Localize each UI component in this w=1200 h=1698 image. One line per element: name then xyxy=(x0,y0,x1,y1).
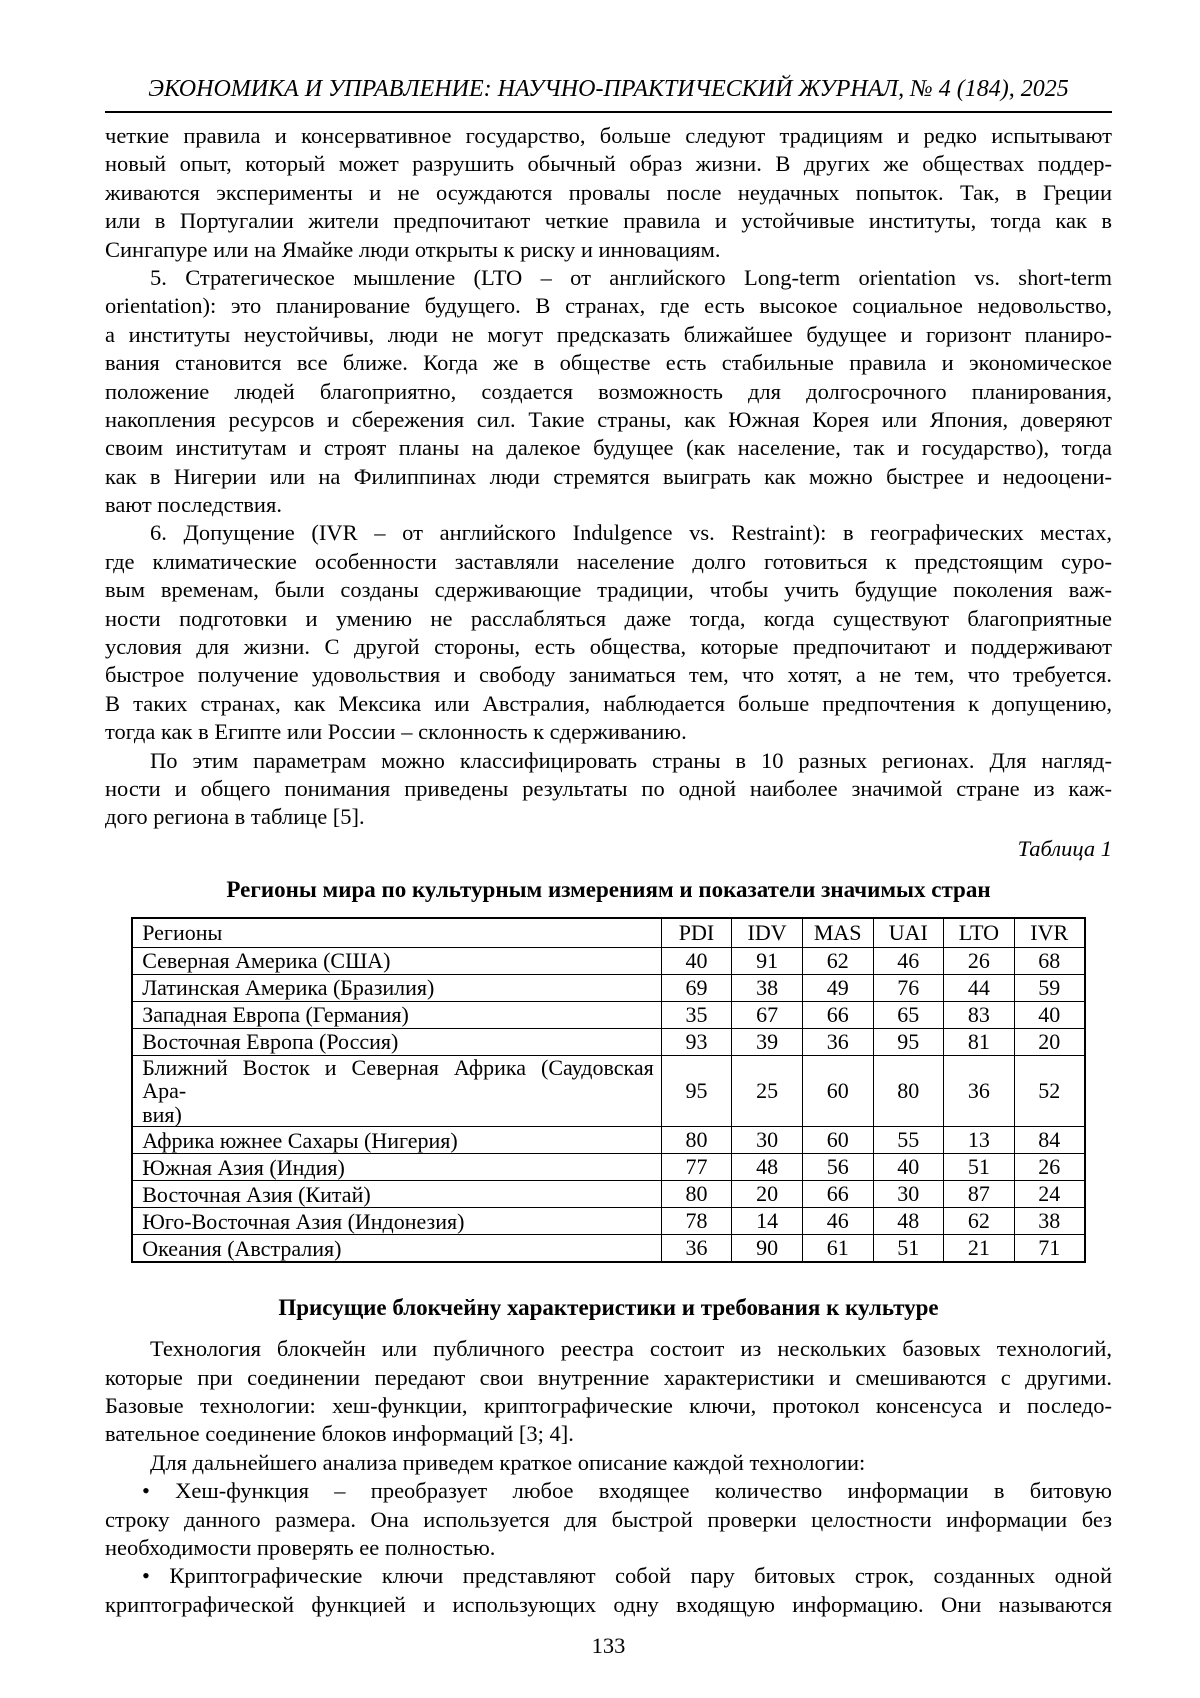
value-cell: 77 xyxy=(661,1154,732,1181)
value-cell: 39 xyxy=(732,1028,803,1055)
table-header-cell: IDV xyxy=(732,918,803,948)
value-cell: 60 xyxy=(802,1055,873,1127)
table-header-cell: Регионы xyxy=(132,918,661,948)
value-cell: 51 xyxy=(944,1154,1015,1181)
value-cell: 40 xyxy=(1014,1001,1085,1028)
region-cell xyxy=(132,1001,661,1028)
regions-table-head xyxy=(132,918,1085,948)
value-cell: 62 xyxy=(944,1208,1015,1235)
value-cell: 62 xyxy=(802,947,873,974)
paragraph xyxy=(105,1449,1112,1477)
text-line: По этим параметрам можно классифицировать страны в 10 разных регионах. Для нагляд- xyxy=(150,747,1112,773)
region-cell-line: Юго-Восточная Азия (Индонезия) xyxy=(142,1208,465,1234)
region-cell xyxy=(132,1181,661,1208)
value-cell: 36 xyxy=(661,1235,732,1263)
value-cell: 52 xyxy=(1014,1055,1085,1127)
section-heading: Присущие блокчейну характеристики и требования к культуре xyxy=(278,1295,939,1321)
region-cell xyxy=(132,1208,661,1235)
table-header-cell: IVR xyxy=(1014,918,1085,948)
value-cell: 78 xyxy=(661,1208,732,1235)
value-cell: 65 xyxy=(873,1001,944,1028)
table-header-row xyxy=(132,918,1085,948)
text-line: вают последствия. xyxy=(105,492,282,518)
text-line: Сингапуре или на Ямайке люди открыты к риску и инновациям. xyxy=(105,236,721,262)
region-cell-line: Африка южнее Сахары (Нигерия) xyxy=(142,1127,458,1153)
value-cell: 71 xyxy=(1014,1235,1085,1263)
value-cell: 90 xyxy=(732,1235,803,1263)
value-cell: 46 xyxy=(802,1208,873,1235)
text-line: • Криптографические ключи представляют собой пару битовых строк, созданных одной xyxy=(142,1563,1112,1589)
value-cell: 67 xyxy=(732,1001,803,1028)
value-cell: 95 xyxy=(873,1028,944,1055)
paragraph xyxy=(105,264,1112,520)
value-cell: 26 xyxy=(1014,1154,1085,1181)
value-cell: 36 xyxy=(802,1028,873,1055)
table-row xyxy=(132,1028,1085,1055)
value-cell: 35 xyxy=(661,1001,732,1028)
value-cell: 20 xyxy=(732,1181,803,1208)
paragraph xyxy=(105,1335,1112,1449)
value-cell: 40 xyxy=(873,1154,944,1181)
table-row xyxy=(132,1127,1085,1154)
text-line: 6. Допущение (IVR – от английского Indulgence vs. Restraint): в географических местах, xyxy=(150,520,1112,546)
region-cell-line: Восточная Европа (Россия) xyxy=(142,1029,399,1055)
text-line: криптографической функцией и использующих одну входящую информацию. Они называются xyxy=(105,1591,1112,1617)
value-cell: 13 xyxy=(944,1127,1015,1154)
value-cell: 59 xyxy=(1014,974,1085,1001)
value-cell: 14 xyxy=(732,1208,803,1235)
text-line: положение людей благоприятно, создается возможность для долгосрочного планирования, xyxy=(105,378,1112,404)
value-cell: 55 xyxy=(873,1127,944,1154)
text-line: новый опыт, который может разрушить обычный образ жизни. В других же обществах поддер- xyxy=(105,151,1112,177)
text-line: 5. Стратегическое мышление (LTO – от английского Long-term orientation vs. short-term xyxy=(150,264,1112,290)
value-cell: 83 xyxy=(944,1001,1015,1028)
value-cell: 48 xyxy=(873,1208,944,1235)
value-cell: 95 xyxy=(661,1055,732,1127)
value-cell: 68 xyxy=(1014,947,1085,974)
value-cell: 46 xyxy=(873,947,944,974)
text-line: Технология блокчейн или публичного реестра состоит из нескольких базовых технологий, xyxy=(150,1336,1112,1362)
value-cell: 48 xyxy=(732,1154,803,1181)
value-cell: 91 xyxy=(732,947,803,974)
region-cell xyxy=(132,1154,661,1181)
region-cell-line: Латинская Америка (Бразилия) xyxy=(142,975,435,1001)
text-line: • Хеш-функция – преобразует любое входящее количество информации в битовую xyxy=(142,1478,1112,1504)
table-row xyxy=(132,947,1085,974)
text-line: которые при соединении передают свои внутренние характеристики и смешиваются с другими. xyxy=(105,1364,1112,1390)
table-row xyxy=(132,1055,1085,1127)
regions-table-body xyxy=(132,947,1085,1262)
table-caption: Регионы мира по культурным измерениям и показатели значимых стран xyxy=(226,876,991,902)
value-cell: 51 xyxy=(873,1235,944,1263)
region-cell-line: Океания (Австралия) xyxy=(142,1235,342,1261)
region-cell-line: Восточная Азия (Китай) xyxy=(142,1181,371,1207)
value-cell: 26 xyxy=(944,947,1015,974)
value-cell: 30 xyxy=(732,1127,803,1154)
table-header-cell: PDI xyxy=(661,918,732,948)
value-cell: 56 xyxy=(802,1154,873,1181)
value-cell: 38 xyxy=(732,974,803,1001)
value-cell: 76 xyxy=(873,974,944,1001)
value-cell: 80 xyxy=(661,1127,732,1154)
region-cell-line: Южная Азия (Индия) xyxy=(142,1154,345,1180)
table-header-cell: LTO xyxy=(944,918,1015,948)
value-cell: 20 xyxy=(1014,1028,1085,1055)
table-row xyxy=(132,1208,1085,1235)
region-cell xyxy=(132,974,661,1001)
paragraph xyxy=(105,747,1112,832)
value-cell: 24 xyxy=(1014,1181,1085,1208)
document-body-bottom xyxy=(105,1335,1112,1619)
value-cell: 38 xyxy=(1014,1208,1085,1235)
document-body-top xyxy=(105,122,1112,832)
value-cell: 69 xyxy=(661,974,732,1001)
text-line: вательное соединение блоков информаций [3; 4]. xyxy=(105,1421,574,1447)
region-cell-line: Северная Америка (США) xyxy=(142,948,391,974)
region-cell xyxy=(132,1028,661,1055)
table-row xyxy=(132,1001,1085,1028)
table-row xyxy=(132,1181,1085,1208)
paragraph xyxy=(105,122,1112,264)
paragraph xyxy=(105,1562,1112,1619)
text-line: orientation): это планирование будущего. В странах, где есть высокое социальное недовольство, xyxy=(105,293,1112,319)
table-row xyxy=(132,1235,1085,1263)
region-cell-line: Западная Европа (Германия) xyxy=(142,1002,409,1028)
value-cell: 44 xyxy=(944,974,1015,1001)
value-cell: 21 xyxy=(944,1235,1015,1263)
text-line: ности подготовки и умению не расслабляться даже тогда, когда существуют благоприятные xyxy=(105,605,1112,631)
region-cell-line: Ближний Восток и Северная Африка (Саудовская Ара- xyxy=(142,1055,654,1104)
text-line: быстрое получение удовольствия и свободу заниматься тем, что хотят, а не тем, что требуется. xyxy=(105,662,1112,688)
journal-header-title: ЭКОНОМИКА И УПРАВЛЕНИЕ: НАУЧНО-ПРАКТИЧЕСКИЙ ЖУРНАЛ, № 4 (184), 2025 xyxy=(148,76,1069,102)
text-line: вым временам, были созданы сдерживающие традиции, чтобы учить будущие поколения важ- xyxy=(105,577,1112,603)
value-cell: 66 xyxy=(802,1181,873,1208)
value-cell: 93 xyxy=(661,1028,732,1055)
value-cell: 60 xyxy=(802,1127,873,1154)
text-line: тогда как в Египте или России – склонность к сдерживанию. xyxy=(105,719,687,745)
table-label: Таблица 1 xyxy=(1017,835,1112,861)
text-line: накопления ресурсов и сбережения сил. Такие страны, как Южная Корея или Япония, доверяют xyxy=(105,406,1112,432)
region-cell xyxy=(132,1055,661,1127)
text-line: дого региона в таблице [5]. xyxy=(105,804,365,830)
text-line: живаются эксперименты и не осуждаются провалы после неудачных попыток. Так, в Греции xyxy=(105,179,1112,205)
region-cell xyxy=(132,947,661,974)
region-cell xyxy=(132,1127,661,1154)
text-line: или в Португалии жители предпочитают четкие правила и устойчивые институты, тогда как в xyxy=(105,208,1112,234)
text-line: В таких странах, как Мексика или Австралия, наблюдается больше предпочтения к допущению, xyxy=(105,690,1112,716)
table-row xyxy=(132,974,1085,1001)
table-header-cell: MAS xyxy=(802,918,873,948)
value-cell: 81 xyxy=(944,1028,1015,1055)
value-cell: 40 xyxy=(661,947,732,974)
region-cell xyxy=(132,1235,661,1263)
header-rule xyxy=(105,111,1112,113)
text-line: Для дальнейшего анализа приведем краткое описание каждой технологии: xyxy=(150,1449,866,1475)
text-line: вания становится все ближе. Когда же в обществе есть стабильные правила и экономическое xyxy=(105,350,1112,376)
text-line: а институты неустойчивы, люди не могут предсказать ближайшее будущее и горизонт планиро- xyxy=(105,321,1112,347)
table-header-cell: UAI xyxy=(873,918,944,948)
text-line: необходимости проверять ее полностью. xyxy=(105,1535,496,1560)
region-cell-line: вия) xyxy=(142,1101,182,1127)
regions-table xyxy=(131,917,1086,1264)
text-line: где климатические особенности заставляли население долго готовиться к предстоящим суро- xyxy=(105,548,1112,574)
value-cell: 36 xyxy=(944,1055,1015,1127)
page-number: 133 xyxy=(591,1633,626,1659)
paragraph xyxy=(105,1477,1112,1562)
text-line: ности и общего понимания приведены результаты по одной наиболее значимой стране из каж- xyxy=(105,775,1112,801)
text-line: четкие правила и консервативное государство, больше следуют традициям и редко испытывают xyxy=(105,123,1112,148)
text-line: своим институтам и строят планы на далекое будущее (как население, так и государство), тогда xyxy=(105,435,1112,461)
value-cell: 80 xyxy=(873,1055,944,1127)
value-cell: 30 xyxy=(873,1181,944,1208)
table-row xyxy=(132,1154,1085,1181)
value-cell: 80 xyxy=(661,1181,732,1208)
value-cell: 84 xyxy=(1014,1127,1085,1154)
value-cell: 87 xyxy=(944,1181,1015,1208)
text-line: как в Нигерии или на Филиппинах люди стремятся выиграть как можно быстрее и недооцени- xyxy=(105,463,1112,489)
paragraph xyxy=(105,519,1112,746)
value-cell: 61 xyxy=(802,1235,873,1263)
text-line: условия для жизни. С другой стороны, есть общества, которые предпочитают и поддерживают xyxy=(105,634,1112,660)
text-line: строку данного размера. Она используется для быстрой проверки целостности информации без xyxy=(105,1506,1112,1532)
value-cell: 66 xyxy=(802,1001,873,1028)
text-line: Базовые технологии: хеш-функции, криптографические ключи, протокол консенсуса и последо- xyxy=(105,1393,1112,1419)
value-cell: 49 xyxy=(802,974,873,1001)
value-cell: 25 xyxy=(732,1055,803,1127)
